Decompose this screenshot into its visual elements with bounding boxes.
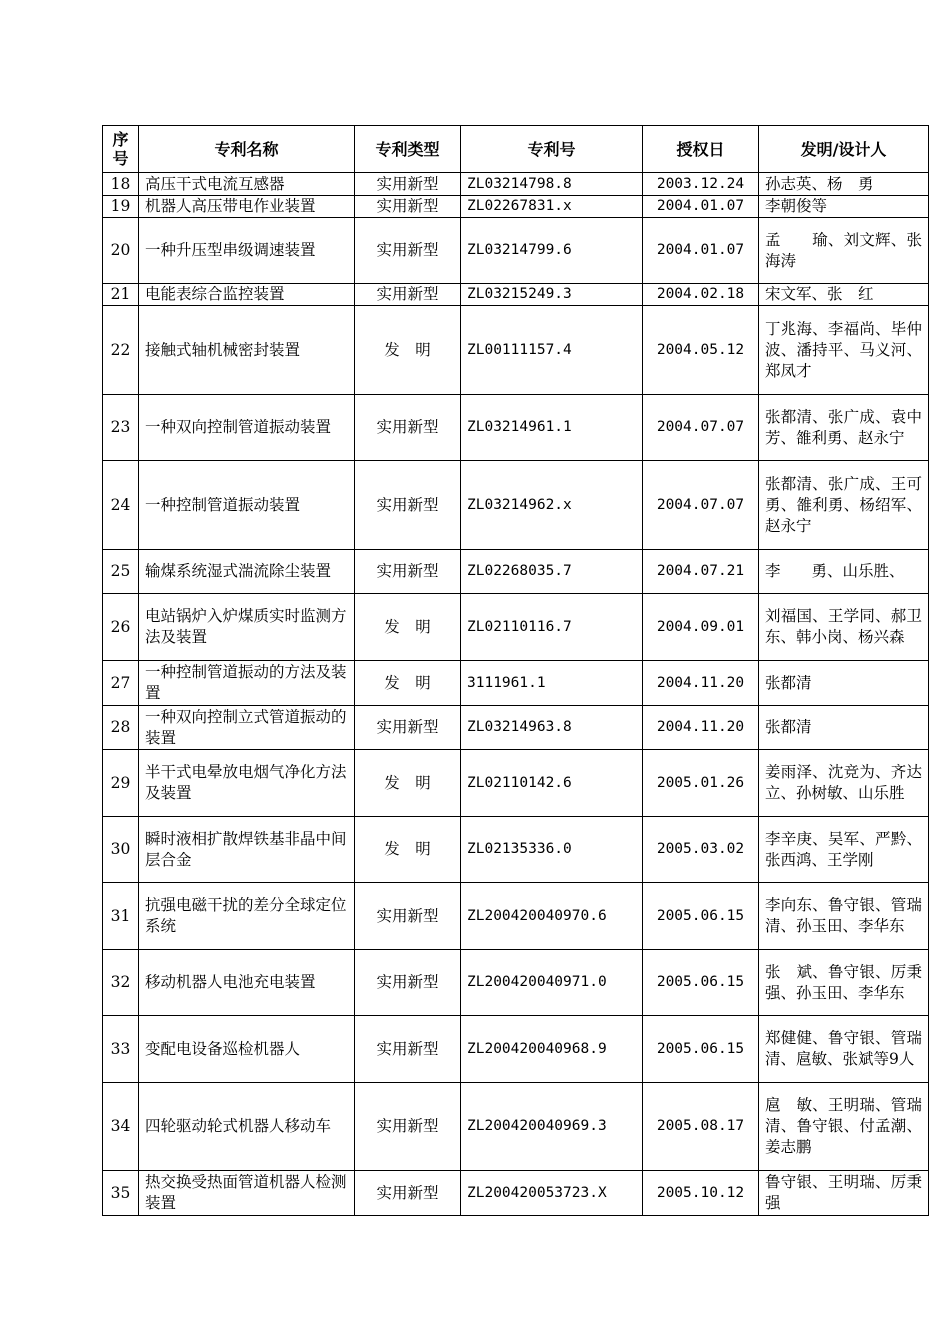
row-grant-date: 2004.07.07 — [643, 461, 759, 550]
row-patent-type: 实用新型 — [355, 950, 461, 1016]
row-patent-number: ZL02135336.0 — [461, 817, 643, 883]
row-grant-date: 2004.01.07 — [643, 196, 759, 218]
row-inventors: 张都清、张广成、王可勇、雒利勇、杨绍军、赵永宁 — [759, 461, 929, 550]
row-inventors: 李朝俊等 — [759, 196, 929, 218]
row-serial-number: 21 — [103, 284, 139, 306]
row-patent-name: 热交换受热面管道机器人检测装置 — [139, 1171, 355, 1216]
row-serial-number: 31 — [103, 883, 139, 950]
row-inventors: 李辛庚、吴军、严黔、张西鸿、王学刚 — [759, 817, 929, 883]
header-serial-number: 序号 — [103, 126, 139, 173]
row-patent-number: ZL200420040970.6 — [461, 883, 643, 950]
table-row — [103, 395, 929, 461]
table-row — [103, 950, 929, 1016]
row-patent-number: ZL200420040968.9 — [461, 1016, 643, 1083]
row-inventors: 张都清、张广成、袁中芳、雒利勇、赵永宁 — [759, 395, 929, 461]
row-inventors: 李向东、鲁守银、管瑞清、孙玉田、李华东 — [759, 883, 929, 950]
row-patent-name: 半干式电晕放电烟气净化方法及装置 — [139, 750, 355, 817]
header-patent-number: 专利号 — [461, 126, 643, 173]
row-patent-type: 实用新型 — [355, 1171, 461, 1216]
row-patent-type: 实用新型 — [355, 196, 461, 218]
row-grant-date: 2004.07.07 — [643, 395, 759, 461]
row-serial-number: 27 — [103, 661, 139, 706]
table-row — [103, 1016, 929, 1083]
row-inventors: 郑健健、鲁守银、管瑞清、扈敏、张斌等9人 — [759, 1016, 929, 1083]
row-grant-date: 2005.10.12 — [643, 1171, 759, 1216]
row-patent-name: 电能表综合监控装置 — [139, 284, 355, 306]
row-patent-number: ZL02110142.6 — [461, 750, 643, 817]
table-row — [103, 306, 929, 395]
row-serial-number: 30 — [103, 817, 139, 883]
row-patent-type: 发 明 — [355, 594, 461, 661]
row-inventors: 扈 敏、王明瑞、管瑞清、鲁守银、付孟潮、姜志鹏 — [759, 1083, 929, 1171]
row-inventors: 张都清 — [759, 661, 929, 706]
header-patent-name: 专利名称 — [139, 126, 355, 173]
table-row — [103, 750, 929, 817]
row-inventors: 孟 瑜、刘文辉、张海涛 — [759, 218, 929, 284]
row-inventors: 宋文军、张 红 — [759, 284, 929, 306]
row-grant-date: 2005.03.02 — [643, 817, 759, 883]
row-serial-number: 20 — [103, 218, 139, 284]
row-patent-number: ZL02110116.7 — [461, 594, 643, 661]
row-patent-number: ZL03215249.3 — [461, 284, 643, 306]
row-patent-type: 发 明 — [355, 750, 461, 817]
row-serial-number: 29 — [103, 750, 139, 817]
row-patent-number: ZL02267831.x — [461, 196, 643, 218]
table-header-row — [103, 126, 929, 173]
row-patent-number: ZL200420040971.0 — [461, 950, 643, 1016]
row-patent-type: 实用新型 — [355, 550, 461, 594]
row-inventors: 孙志英、杨 勇 — [759, 173, 929, 196]
table-body — [103, 173, 929, 1216]
row-serial-number: 35 — [103, 1171, 139, 1216]
row-patent-number: ZL03214962.x — [461, 461, 643, 550]
row-serial-number: 18 — [103, 173, 139, 196]
row-patent-number: ZL02268035.7 — [461, 550, 643, 594]
row-inventors: 李 勇、山乐胜、 — [759, 550, 929, 594]
row-inventors: 鲁守银、王明瑞、厉秉强 — [759, 1171, 929, 1216]
row-serial-number: 33 — [103, 1016, 139, 1083]
table-row — [103, 883, 929, 950]
row-serial-number: 24 — [103, 461, 139, 550]
table-row — [103, 594, 929, 661]
row-grant-date: 2004.05.12 — [643, 306, 759, 395]
row-patent-number: ZL03214961.1 — [461, 395, 643, 461]
row-serial-number: 26 — [103, 594, 139, 661]
row-patent-type: 实用新型 — [355, 706, 461, 750]
row-patent-type: 发 明 — [355, 306, 461, 395]
row-grant-date: 2004.07.21 — [643, 550, 759, 594]
row-patent-name: 移动机器人电池充电装置 — [139, 950, 355, 1016]
row-patent-type: 发 明 — [355, 661, 461, 706]
row-patent-name: 电站锅炉入炉煤质实时监测方法及装置 — [139, 594, 355, 661]
table-row — [103, 461, 929, 550]
row-inventors: 张都清 — [759, 706, 929, 750]
table-row — [103, 218, 929, 284]
row-patent-name: 四轮驱动轮式机器人移动车 — [139, 1083, 355, 1171]
row-patent-name: 一种控制管道振动的方法及装置 — [139, 661, 355, 706]
patent-table — [102, 125, 929, 1216]
header-patent-type: 专利类型 — [355, 126, 461, 173]
row-patent-name: 抗强电磁干扰的差分全球定位系统 — [139, 883, 355, 950]
row-grant-date: 2004.09.01 — [643, 594, 759, 661]
row-patent-number: ZL03214963.8 — [461, 706, 643, 750]
row-patent-type: 实用新型 — [355, 883, 461, 950]
table-row — [103, 173, 929, 196]
row-grant-date: 2005.08.17 — [643, 1083, 759, 1171]
table-row — [103, 550, 929, 594]
row-patent-type: 实用新型 — [355, 1016, 461, 1083]
row-patent-number: ZL03214799.6 — [461, 218, 643, 284]
table-row — [103, 284, 929, 306]
row-patent-type: 实用新型 — [355, 284, 461, 306]
row-grant-date: 2004.11.20 — [643, 706, 759, 750]
row-patent-name: 高压干式电流互感器 — [139, 173, 355, 196]
table-row — [103, 1171, 929, 1216]
row-patent-type: 发 明 — [355, 817, 461, 883]
table-row — [103, 196, 929, 218]
row-patent-number: ZL00111157.4 — [461, 306, 643, 395]
row-serial-number: 34 — [103, 1083, 139, 1171]
row-patent-type: 实用新型 — [355, 1083, 461, 1171]
row-serial-number: 32 — [103, 950, 139, 1016]
row-patent-name: 一种升压型串级调速装置 — [139, 218, 355, 284]
row-grant-date: 2005.01.26 — [643, 750, 759, 817]
row-patent-name: 变配电设备巡检机器人 — [139, 1016, 355, 1083]
row-patent-number: ZL03214798.8 — [461, 173, 643, 196]
header-inventors: 发明/设计人 — [759, 126, 929, 173]
row-grant-date: 2005.06.15 — [643, 1016, 759, 1083]
row-inventors: 丁兆海、李福尚、毕仲波、潘持平、马义河、郑凤才 — [759, 306, 929, 395]
row-patent-type: 实用新型 — [355, 461, 461, 550]
row-patent-name: 接触式轴机械密封装置 — [139, 306, 355, 395]
row-serial-number: 23 — [103, 395, 139, 461]
table-row — [103, 1083, 929, 1171]
row-patent-type: 实用新型 — [355, 218, 461, 284]
row-grant-date: 2005.06.15 — [643, 950, 759, 1016]
row-inventors: 刘福国、王学同、郝卫东、韩小岗、杨兴森 — [759, 594, 929, 661]
row-serial-number: 25 — [103, 550, 139, 594]
table-row — [103, 661, 929, 706]
row-grant-date: 2005.06.15 — [643, 883, 759, 950]
row-patent-type: 实用新型 — [355, 395, 461, 461]
table-row — [103, 706, 929, 750]
row-patent-name: 一种双向控制管道振动装置 — [139, 395, 355, 461]
row-patent-name: 一种控制管道振动装置 — [139, 461, 355, 550]
row-grant-date: 2004.11.20 — [643, 661, 759, 706]
row-patent-type: 实用新型 — [355, 173, 461, 196]
header-grant-date: 授权日 — [643, 126, 759, 173]
row-grant-date: 2004.01.07 — [643, 218, 759, 284]
row-grant-date: 2004.02.18 — [643, 284, 759, 306]
row-patent-name: 机器人高压带电作业装置 — [139, 196, 355, 218]
row-patent-number: ZL200420053723.X — [461, 1171, 643, 1216]
row-serial-number: 28 — [103, 706, 139, 750]
row-patent-number: 3111961.1 — [461, 661, 643, 706]
row-grant-date: 2003.12.24 — [643, 173, 759, 196]
row-patent-number: ZL200420040969.3 — [461, 1083, 643, 1171]
row-patent-name: 输煤系统湿式湍流除尘装置 — [139, 550, 355, 594]
row-patent-name: 瞬时液相扩散焊铁基非晶中间层合金 — [139, 817, 355, 883]
row-inventors: 姜雨泽、沈竞为、齐达立、孙树敏、山乐胜 — [759, 750, 929, 817]
row-patent-name: 一种双向控制立式管道振动的装置 — [139, 706, 355, 750]
table-row — [103, 817, 929, 883]
row-serial-number: 22 — [103, 306, 139, 395]
row-serial-number: 19 — [103, 196, 139, 218]
row-inventors: 张 斌、鲁守银、厉秉强、孙玉田、李华东 — [759, 950, 929, 1016]
